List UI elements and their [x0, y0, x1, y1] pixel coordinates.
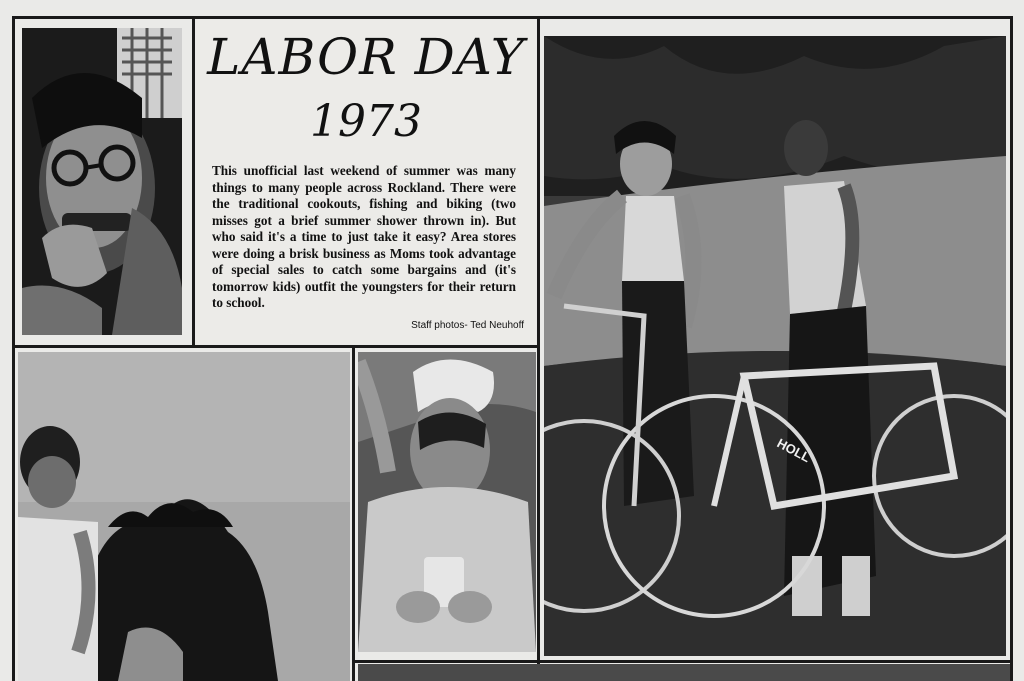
headline-year: 1973: [310, 96, 422, 147]
photo-strip-bottom: [358, 664, 1010, 681]
article-text-box: [196, 20, 536, 344]
divider: [12, 16, 15, 681]
divider: [192, 16, 195, 346]
photo-girls-with-bikes: [544, 36, 1006, 656]
divider: [537, 16, 540, 681]
article-body: This unofficial last weekend of summer was many things to many people across Rockland. There were the traditional cookouts, fishing and biking (two misses got a brief summer shower thrown in). But who said it's a time to just take it easy? Area stores were doing a brisk business as Moms took advantage of special sales to catch some bargains and (it's tomorrow kids) outfit the youngsters for their return to school.: [212, 163, 516, 310]
photo-woman-trees: [18, 352, 350, 681]
divider: [12, 345, 540, 348]
divider: [355, 660, 1010, 663]
divider: [1010, 16, 1013, 681]
divider: [352, 345, 355, 681]
divider: [12, 16, 1012, 19]
photo-credit: Staff photos- Ted Neuhoff: [411, 320, 524, 331]
photo-boy-eating: [22, 28, 182, 335]
headline: LABOR DAY: [207, 28, 525, 86]
bike-frame-lettering: HOLL: [774, 435, 813, 466]
photo-boy-with-cup: [358, 352, 536, 652]
